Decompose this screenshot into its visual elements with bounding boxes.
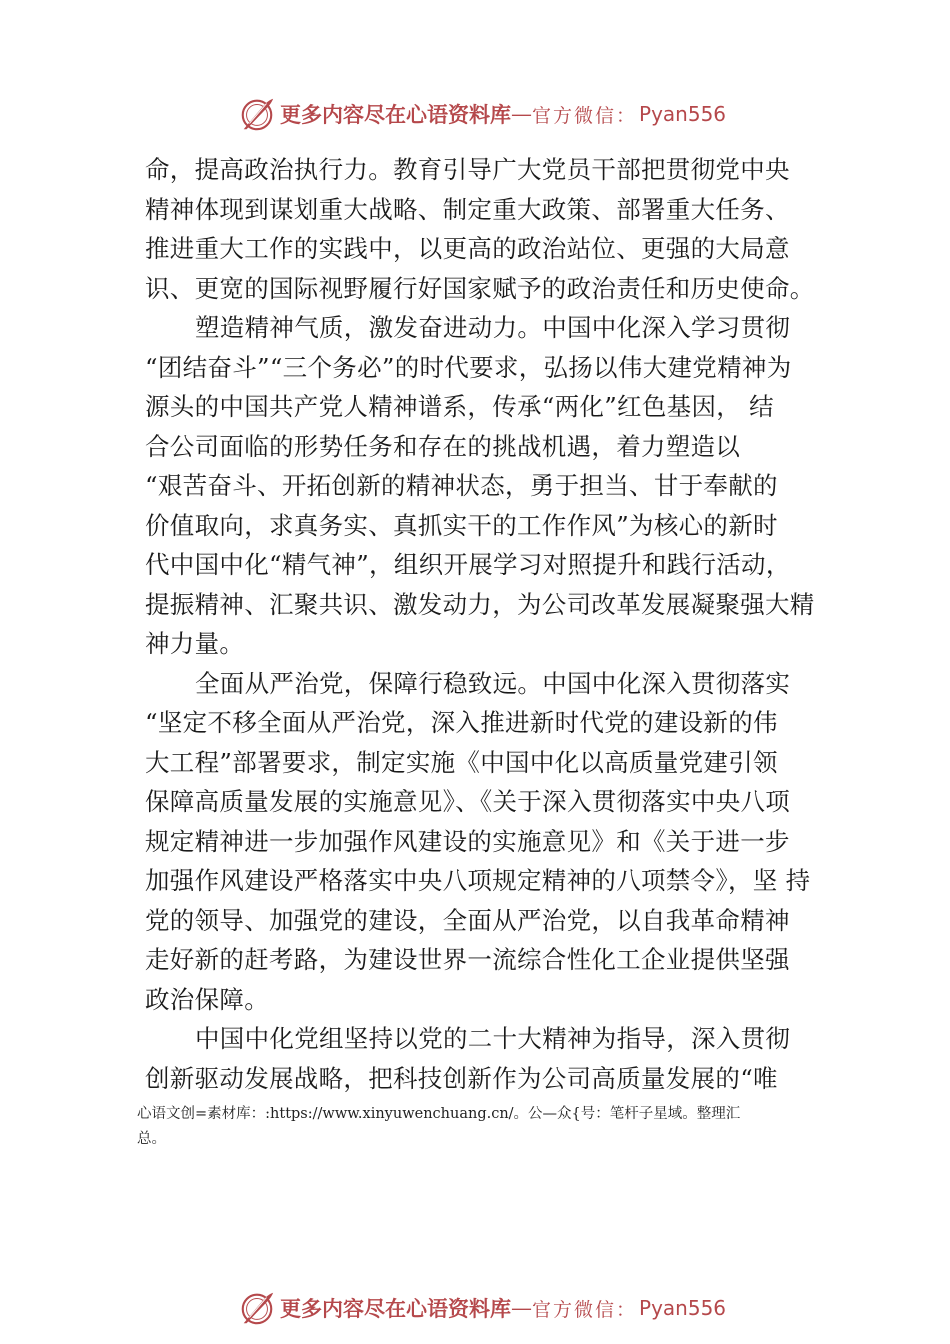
text-line: “坚定不移全面从严治党，深入推进新时代党的建设新的伟 [145,708,778,737]
quill-seal-icon [238,95,276,133]
banner-separator: — [511,1296,532,1320]
text-line: 识、更宽的国际视野履行好国家赋予的政治责任和历史使命。 [145,273,815,303]
paragraph-start-line: 塑造精神气质，激发奋进动力。中国中化深入学习贯彻 [195,313,791,342]
text-line: “团结奋斗”“三个务必”的时代要求，弘扬以伟大建党精神为 [145,352,792,382]
text-line: 源头的中国共产党人精神谱系，传承“两化”红色基因， 结 [145,392,774,421]
paragraph-start-line: 全面从严治党，保障行稳致远。中国中化深入贯彻落实 [195,668,791,698]
text-line: “艰苦奋斗、开拓创新的精神状态，勇于担当、甘于奉献的 [145,471,778,500]
quill-seal-icon [238,1289,276,1327]
text-line: 代中国中化“精气神”，组织开展学习对照提升和践行活动， [145,550,791,579]
text-line: 提振精神、汇聚共识、激发动力，为公司改革发展凝聚强大精 [145,589,815,619]
text-line: 创新驱动发展战略，把科技创新作为公司高质量发展的“唯 [145,1063,778,1093]
text-line: 合公司面临的形势任务和存在的挑战机遇，着力塑造以 [145,431,741,461]
banner-separator: — [511,102,532,126]
paragraph-start-line: 中国中化党组坚持以党的二十大精神为指导，深入贯彻 [195,1024,791,1053]
text-line: 政治保障。 [145,984,269,1014]
banner-wechat-label: 官方微信： [532,1298,638,1321]
text-line: 命，提高政治执行力。教育引导广大党员干部把贯彻党中央 [145,155,790,184]
document-body [145,150,825,1098]
text-line: 大工程”部署要求，制定实施《中国中化以高质量党建引领 [145,747,778,777]
footnote-line: 心语文创=素材库：:https://www.xinyuwenchuang.cn/。公—众{号：笔杆子星域。整理汇 [137,1106,741,1122]
footer-banner [238,1288,738,1328]
banner-wechat-label: 官方微信： [532,104,638,127]
text-line: 加强作风建设严格落实中央八项规定精神的八项禁令》，坚 持 [145,866,811,895]
text-line: 价值取向，求真务实、真抓实干的工作作风”为核心的新时 [145,510,778,540]
banner-text: 更多内容尽在心语资料库 [280,102,511,127]
text-line: 推进重大工作的实践中，以更高的政治站位、更强的大局意 [145,234,790,263]
banner-wechat-id: Pyan556 [639,1296,727,1320]
header-banner [238,94,738,134]
text-line: 规定精神进一步加强作风建设的实施意见》和《关于进一步 [145,826,790,856]
footnote [137,1102,837,1152]
banner-text: 更多内容尽在心语资料库 [280,1296,511,1321]
banner-wechat-id: Pyan556 [639,102,727,126]
text-line: 走好新的赶考路，为建设世界一流综合性化工企业提供坚强 [145,945,790,974]
footnote-line: 总。 [137,1131,166,1147]
text-line: 神力量。 [145,629,245,658]
text-line: 保障高质量发展的实施意见》、《关于深入贯彻落实中央八项 [145,787,791,816]
text-line: 党的领导、加强党的建设，全面从严治党，以自我革命精神 [145,905,790,935]
text-line: 精神体现到谋划重大战略、制定重大政策、部署重大任务、 [145,194,790,224]
